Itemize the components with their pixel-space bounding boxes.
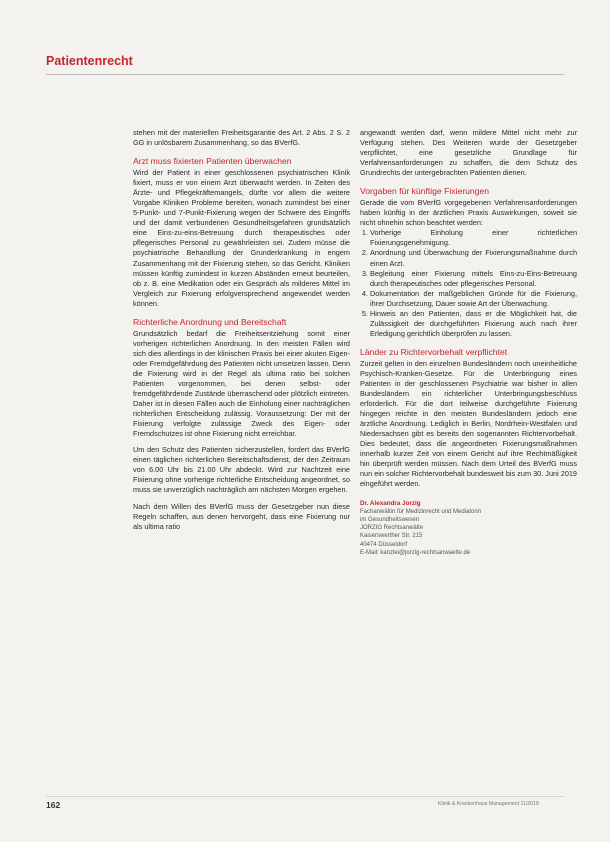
- paragraph: angewandt werden darf, wenn mildere Mittel nicht mehr zur Verfügung stehen. Des Weiteren wurde der Gesetzgeber verpflichtet, eine gesetzliche Grundlage für Verfahrensanforderungen zu schaffen, die dem Schutz des Grundrechts der untergebrachten Patienten dienen.: [360, 128, 577, 178]
- paragraph: stehen mit der materiellen Freiheitsgarantie des Art. 2 Abs. 2 S. 2 GG in unlösbarem Zusammenhang, so das BVerfG.: [133, 128, 350, 148]
- left-column: [133, 128, 350, 532]
- author-line: 40474 Düsseldorf: [360, 541, 408, 548]
- paragraph: Gerade die vom BVerfG vorgegebenen Verfahrensanforderungen haben künftig in der ärztlichen Praxis Auswirkungen, soweit sie nicht ohnehin schon beachtet werden:: [360, 198, 577, 228]
- footer-divider: [46, 796, 564, 797]
- author-name: Dr. Alexandra Jorzig: [360, 499, 421, 507]
- author-line: im Gesundheitswesen: [360, 516, 420, 523]
- list-item: 3. Begleitung einer Fixierung mittels Eins-zu-Eins-Betreuung durch therapeutisches oder pflegerisches Personal.: [370, 269, 577, 289]
- list-item: 5. Hinweis an den Patienten, dass er die Möglichkeit hat, die Zulässigkeit der durchgeführten Fixierung auch nach ihrer Erledigung gerichtlich überprüfen zu lassen.: [370, 309, 577, 339]
- author-email[interactable]: E-Mail: kanzlei@jorzig-rechtsanwaelte.de: [360, 549, 471, 556]
- list-item: 2. Anordnung und Überwachung der Fixierungsmaßnahme durch einen Arzt.: [370, 248, 577, 268]
- subheading: Richterliche Anordnung und Bereitschaft: [133, 316, 287, 327]
- author-box: [360, 500, 577, 557]
- publication-source: Klinik & Krankenhaus Management 11/2018: [438, 801, 539, 807]
- page-number: 162: [46, 800, 61, 810]
- paragraph: Wird der Patient in einer geschlossenen psychiatrischen Klinik fixiert, muss er von einem Arzt überwacht werden. In Zeiten des Ärzte- und Pflegekräftemangels, dürfte vor allem die weitere Vorgabe Kliniken Probleme bereiten, wonach zumindest bei einer 5-Punkt- und 7-Punkt-Fixierung wegen der Schwere des Eingriffs und der damit verbundenen Gesundheitsgefahren grundsätzlich eine Eins-zu-eins-Betreuung durch therapeutisches oder pflegerisches Personal zu gewährleisten sei. Zudem müsse die psychiatrische Behandlung der Grunderkrankung in engem Zusammenhang mit der Fixierung stehen, so das Gericht. Kliniken müssen künftig zumindest in kurzen Abständen erneut beurteilen, ob z. B. eine Medikation oder ein Gespräch als milderes Mittel im Vergleich zur Fixierung erfolgversprechend angewendet werden können.: [133, 168, 350, 308]
- paragraph: Nach dem Willen des BVerfG muss der Gesetzgeber nun diese Regeln schaffen, aus denen hervorgeht, dass eine Fixierung nur als ultima ratio: [133, 501, 350, 531]
- subheading: Arzt muss fixierten Patienten überwachen: [133, 156, 292, 167]
- header-divider: [46, 74, 564, 75]
- author-line: JORZIG Rechtsanwälte: [360, 525, 424, 532]
- requirements-list: [360, 228, 577, 339]
- right-column: [360, 128, 577, 557]
- author-line: Fachanwältin für Medizinrecht und Mediatorin: [360, 508, 482, 515]
- list-item: 4. Dokumentation der maßgeblichen Gründe für die Fixierung, ihrer Durchsetzung, Dauer sowie Art der Überwachung.: [370, 289, 577, 309]
- paragraph: Zurzeit gelten in den einzelnen Bundesländern noch uneinheitliche Psychisch-Kranken-Gesetze. Für die Unterbringung eines Patienten in der geschlossenen Psychiatrie war bisher in allen Bundesländern ein richterlicher Unterbringungsbeschluss erforderlich. Für die dort teilweise durchgeführte Fixierung hingegen reichte in den meisten Bundesländern jedoch eine ärztliche Anordnung. Lediglich in Berlin, Nordrhein-Westfalen und Niedersachsen gibt es bereits den sogenannten Richtervorbehalt. Dies bedeutet, dass die angeordneten Fixierungsmaßnahmen innerhalb kurzer Zeit von einem Gericht auf ihre Rechtmäßigkeit hin überprüft werden müssen. Nach dem Urteil des BVerfG muss nun ein solcher Richtervorbehalt bundesweit bis zum 30. Juni 2019 eingeführt werden.: [360, 358, 577, 489]
- subheading: Länder zu Richtervorbehalt verpflichtet: [360, 346, 508, 357]
- list-item: 1. Vorherige Einholung einer richterlichen Fixierungsgenehmigung.: [370, 228, 577, 248]
- section-label: Patientenrecht: [46, 54, 133, 68]
- subheading: Vorgaben für künftige Fixierungen: [360, 186, 489, 197]
- author-line: Kaiserswerther Str. 215: [360, 533, 423, 540]
- paragraph: Um den Schutz des Patienten sicherzustellen, fordert das BVerfG einen täglichen richterlichen Bereitschaftsdienst, der den Zeitraum von 6.00 Uhr bis 21.00 Uhr abdeckt. Wird zur Nachtzeit eine Fixierung ohne vorherige richterliche Entscheidung angeordnet, so muss sie unverzüglich nachträglich am nächsten Morgen ergehen.: [133, 445, 350, 495]
- paragraph: Grundsätzlich bedarf die Freiheitsentziehung somit einer vorherigen richterlichen Anordnung. In den meisten Fällen wird sich dies allerdings in der klinischen Praxis bei einer akuten Eigen- oder Fremdgefährdung des Patienten nicht umsetzen lassen. Denn die Fixierung wird in der Regel als ultima ratio bei solchen Patienten vorgenommen, bei denen selbst- oder fremdgefährdende Zustände überraschend oder plötzlich eintreten. Daher ist in diesen Fällen auch die Einholung einer nachträglichen richterlichen Entscheidung zulässig. Voraussetzung: Der mit der Fixierung verfolgte zulässige Zweck des Eigen- oder Fremdschutzes ist ohne Fixierung nicht erreichbar.: [133, 328, 351, 439]
